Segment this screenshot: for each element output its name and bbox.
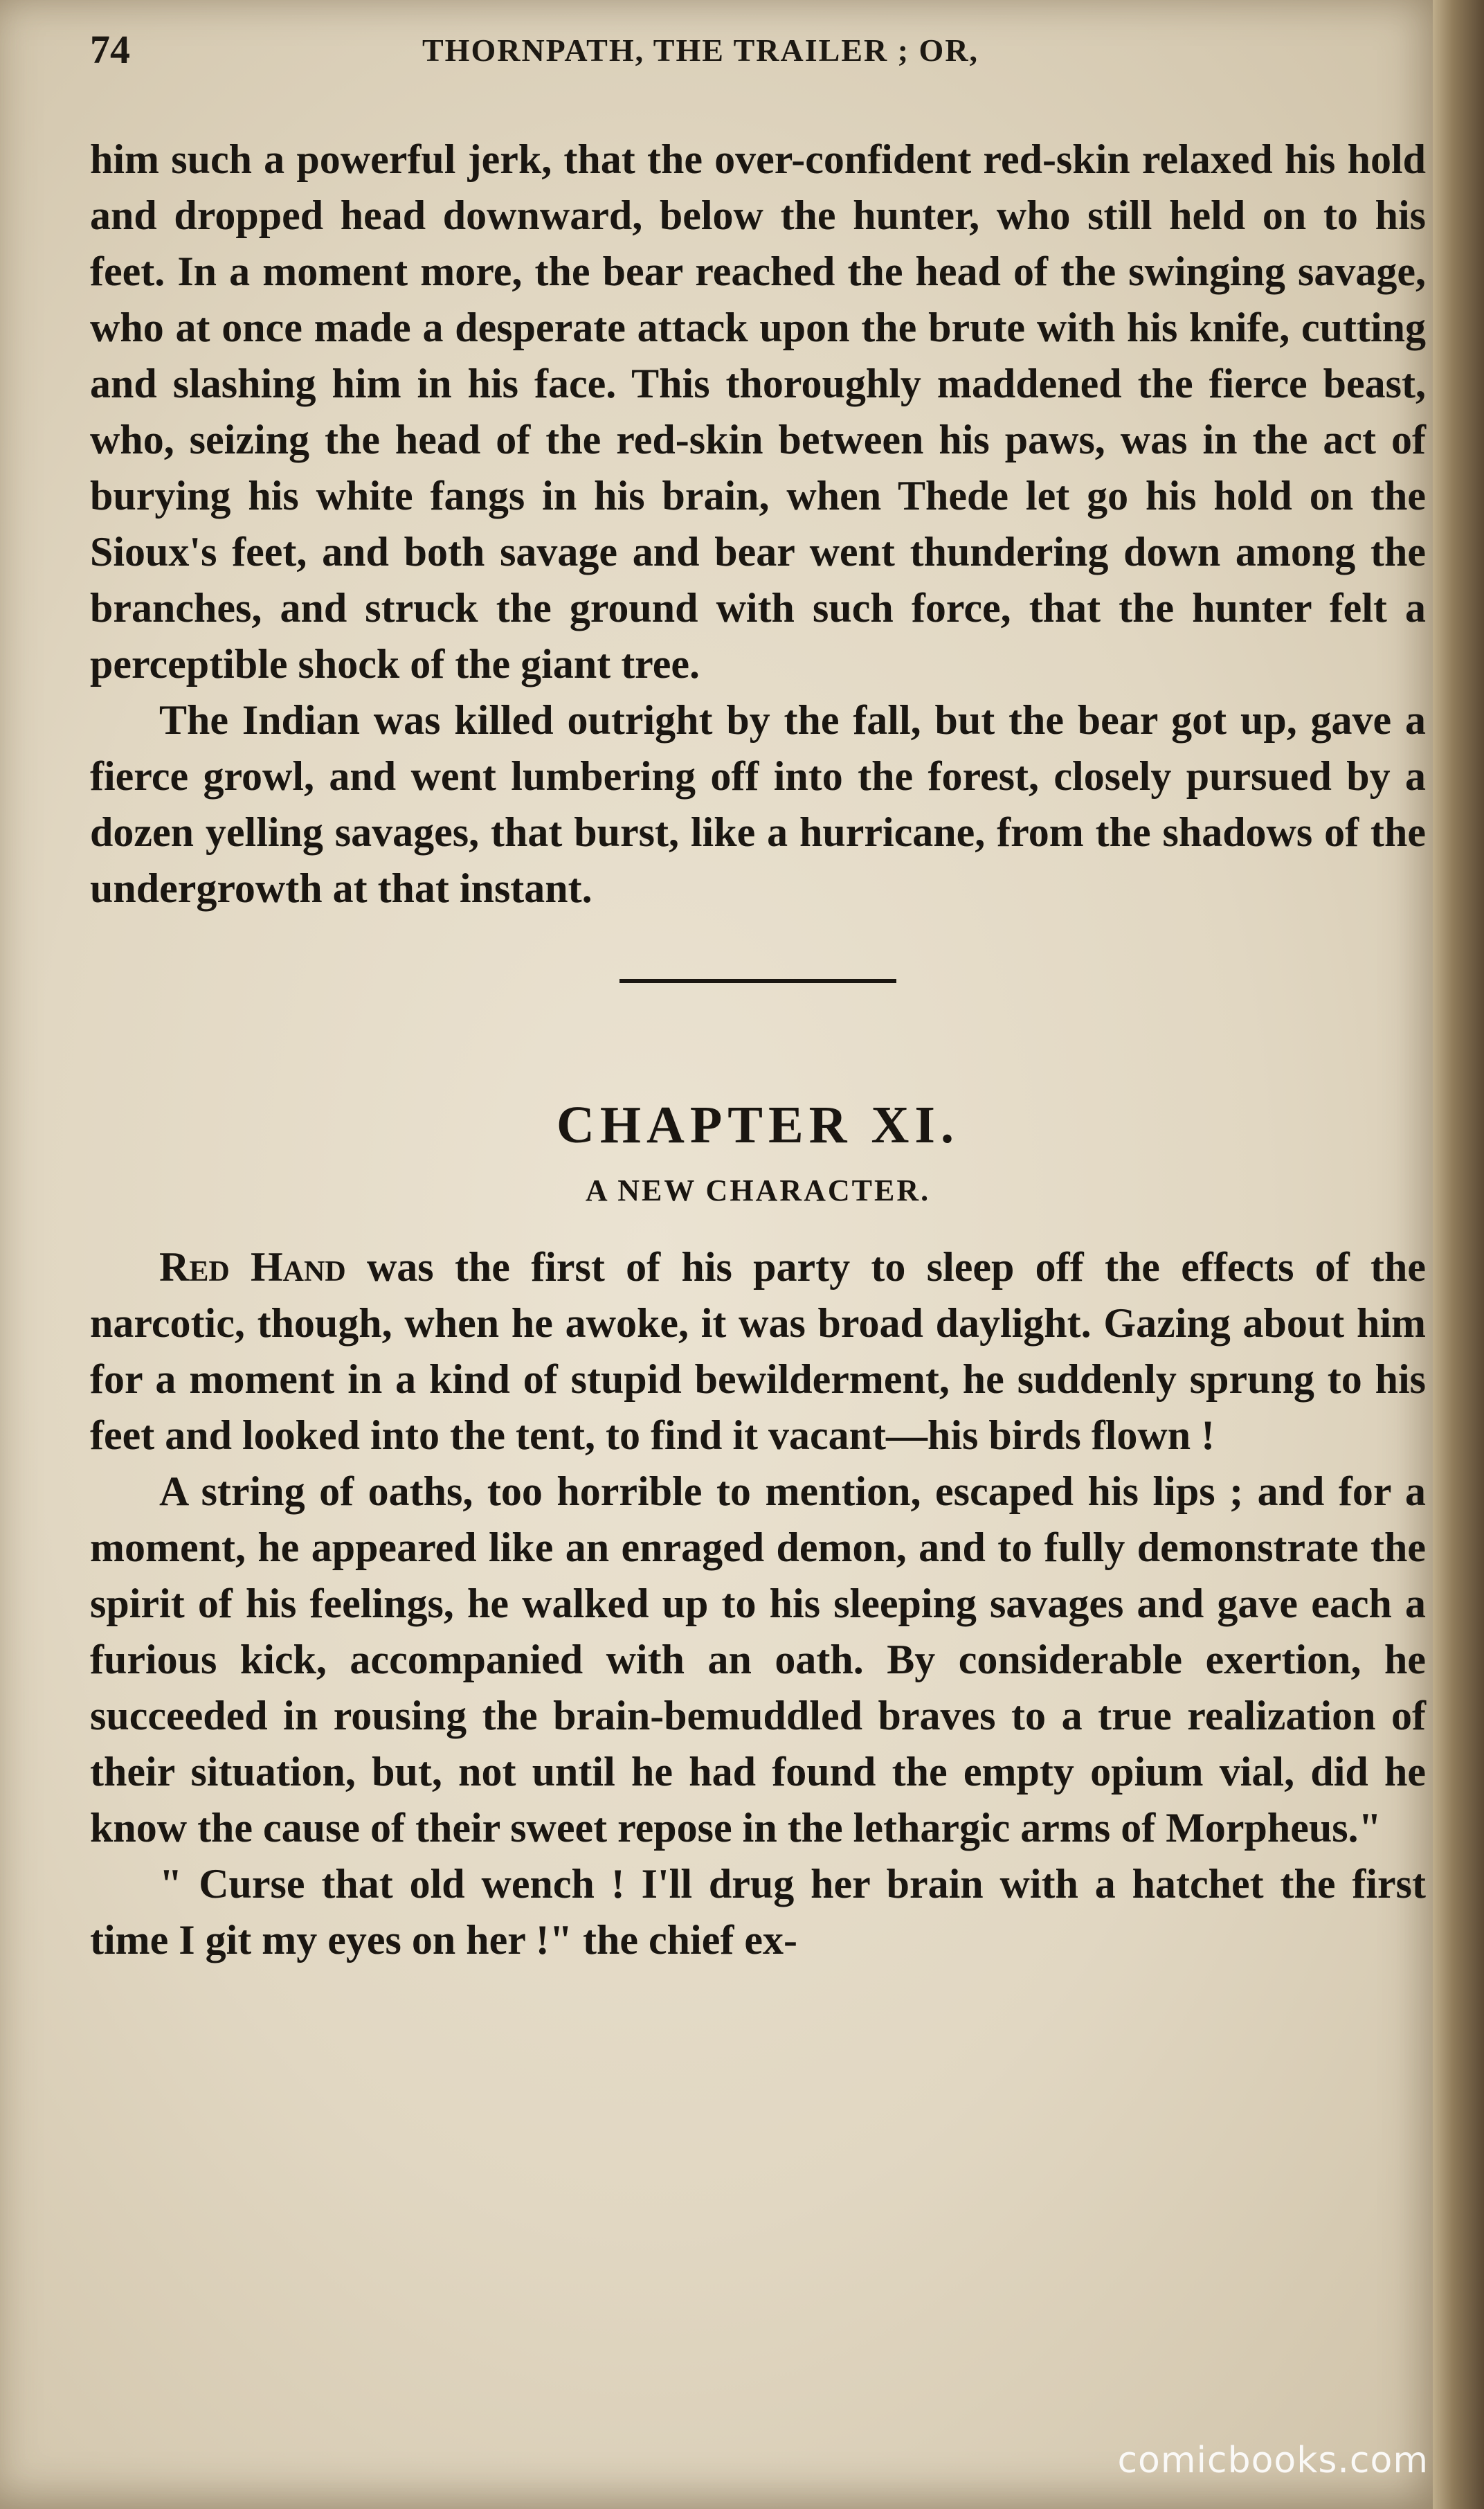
paragraph-indian-killed: The Indian was killed outright by the fall, but the bear got up, gave a fierce growl, and went lumbering off into the forest, closely pursued by a dozen yelling savages, that burst, like a hurricane, from the shadows of the undergrowth at that instant.	[90, 697, 1426, 911]
running-head: THORNPATH, THE TRAILER ; OR,	[422, 33, 979, 68]
page-edge	[1433, 0, 1484, 2509]
paragraph-continued: him such a powerful jerk, that the over-confident red-skin relaxed his hold and dropped head downward, below the hunter, who still held on to his feet. In a moment more, the bear reached the head of the swinging savage, who at once made a desperate attack upon the brute with his knife, cutting and slashing him in his face. This thoroughly maddened the fierce beast, who, seizing the head of the red-skin between his paws, was in the act of burying his white fangs in his brain, when Thede let go his hold on the Sioux's feet, and both savage and bear went thundering down among the branches, and struck the ground with such force, that the hunter felt a perceptible shock of the giant tree.	[90, 136, 1426, 687]
paragraph-oaths: A string of oaths, too horrible to mention, escaped his lips ; and for a moment, he appeared like an enraged demon, and to fully demonstrate the spirit of his feelings, he walked up to his sleeping savages and gave each a furious kick, accompanied with an oath. By considerable exertion, he succeeded in rousing the brain-bemuddled braves to a true realization of their situation, but, not until he had found the empty opium vial, did he know the cause of their sweet repose in the lethargic arms of Morpheus."	[90, 1468, 1426, 1851]
paragraph-red-hand	[90, 1239, 1426, 1464]
paragraph-red-hand-text: was the first of his party to sleep off the effects of the narcotic, though, when he awoke, it was broad daylight. Gazing about him for a moment in a kind of stupid bewilderment, he suddenly sprung to his feet and looked into the tent, to find it vacant—his birds flown !	[90, 1244, 1426, 1458]
paragraph-curse: " Curse that old wench ! I'll drug her brain with a hatchet the first time I git my eyes on her !" the chief ex-	[90, 1861, 1426, 1963]
page-number: 74	[90, 27, 130, 72]
chapter-subtitle: A NEW CHARACTER.	[585, 1173, 931, 1207]
lead-smallcaps: Red Hand	[159, 1244, 346, 1290]
page-header	[90, 26, 1426, 82]
chapter-title: CHAPTER XI.	[556, 1096, 960, 1154]
watermark: comicbooks.com	[1117, 2440, 1429, 2481]
section-divider	[619, 979, 896, 983]
page-body	[90, 132, 1426, 1968]
